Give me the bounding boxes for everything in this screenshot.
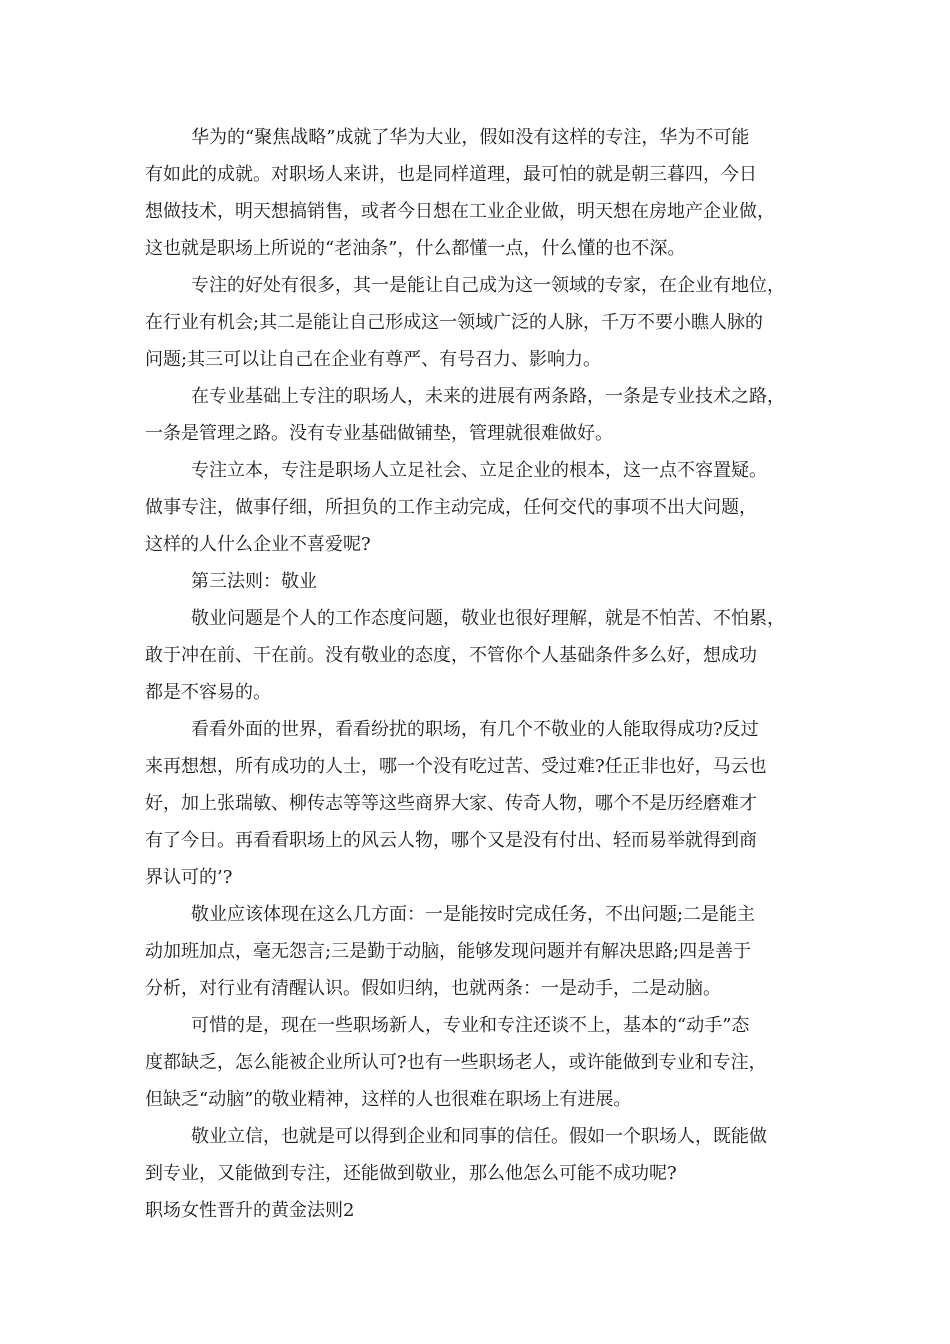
text-line: 华为的“聚焦战略”成就了华为大业，假如没有这样的专注，华为不可能 — [191, 127, 750, 148]
body-paragraph — [145, 1007, 815, 1118]
text-line: 有了今日。再看看职场上的风云人物，哪个又是没有付出、轻而易举就得到商 — [145, 830, 757, 851]
text-line: 有如此的成就。对职场人来讲，也是同样道理，最可怕的就是朝三暮四，今日 — [145, 164, 757, 185]
text-line: 问题;其三可以让自己在企业有尊严、有号召力、影响力。 — [145, 349, 602, 370]
text-line: 好，加上张瑞敏、柳传志等等这些商界大家、传奇人物，哪个不是历经磨难才 — [145, 793, 757, 814]
text-line: 敬业立信，也就是可以得到企业和同事的信任。假如一个职场人，既能做 — [191, 1126, 767, 1147]
body-paragraph — [145, 896, 815, 1007]
text-line: 敬业应该体现在这么几方面：一是能按时完成任务，不出问题;二是能主 — [191, 904, 756, 925]
body-paragraph — [145, 563, 815, 600]
text-line: 度都缺乏，怎么能被企业所认可?也有一些职场老人，或许能做到专业和专注， — [145, 1052, 767, 1073]
section-heading — [145, 1192, 815, 1229]
text-line: 专注的好处有很多，其一是能让自己成为这一领域的专家，在企业有地位， — [191, 275, 785, 296]
body-paragraph — [145, 600, 815, 711]
body-paragraph — [145, 452, 815, 563]
document-body — [145, 119, 815, 1229]
text-line: 在行业有机会;其二是能让自己形成这一领域广泛的人脉，千万不要小瞧人脉的 — [145, 312, 764, 333]
text-line: 可惜的是，现在一些职场新人，专业和专注还谈不上，基本的“动手”态 — [191, 1015, 750, 1036]
text-line: 做事专注，做事仔细，所担负的工作主动完成，任何交代的事项不出大问题， — [145, 497, 757, 518]
text-line: 分析，对行业有清醒认识。假如归纳，也就两条：一是动手，二是动脑。 — [145, 978, 721, 999]
text-line: 都是不容易的。 — [145, 682, 271, 703]
text-line: 在专业基础上专注的职场人，未来的进展有两条路，一条是专业技术之路， — [191, 386, 785, 407]
text-line: 一条是管理之路。没有专业基础做铺垫，管理就很难做好。 — [145, 423, 613, 444]
body-paragraph — [145, 711, 815, 896]
text-line: 第三法则：敬业 — [191, 571, 317, 592]
text-line: 界认可的’? — [145, 867, 233, 888]
text-line: 这也就是职场上所说的“老油条”，什么都懂一点，什么懂的也不深。 — [145, 238, 686, 259]
text-line: 这样的人什么企业不喜爱呢? — [145, 534, 371, 555]
text-line: 动加班加点，毫无怨言;三是勤于动脑，能够发现问题并有解决思路;四是善于 — [145, 941, 752, 962]
body-paragraph — [145, 378, 815, 452]
text-line: 敢于冲在前、干在前。没有敬业的态度，不管你个人基础条件多么好，想成功 — [145, 645, 757, 666]
text-line: 到专业，又能做到专注，还能做到敬业，那么他怎么可能不成功呢? — [145, 1163, 677, 1184]
body-paragraph — [145, 119, 815, 267]
text-line: 来再想想，所有成功的人士，哪一个没有吃过苦、受过难?任正非也好，马云也 — [145, 756, 767, 777]
text-line: 想做技术，明天想搞销售，或者今日想在工业企业做，明天想在房地产企业做， — [145, 201, 775, 222]
body-paragraph — [145, 1118, 815, 1192]
text-line: 专注立本，专注是职场人立足社会、立足企业的根本，这一点不容置疑。 — [191, 460, 767, 481]
text-line: 但缺乏“动脑”的敬业精神，这样的人也很难在职场上有进展。 — [145, 1089, 632, 1110]
text-line: 敬业问题是个人的工作态度问题，敬业也很好理解，就是不怕苦、不怕累， — [191, 608, 785, 629]
text-line: 职场女性晋升的黄金法则2 — [145, 1200, 355, 1221]
body-paragraph — [145, 267, 815, 378]
text-line: 看看外面的世界，看看纷扰的职场，有几个不敬业的人能取得成功?反过 — [191, 719, 759, 740]
